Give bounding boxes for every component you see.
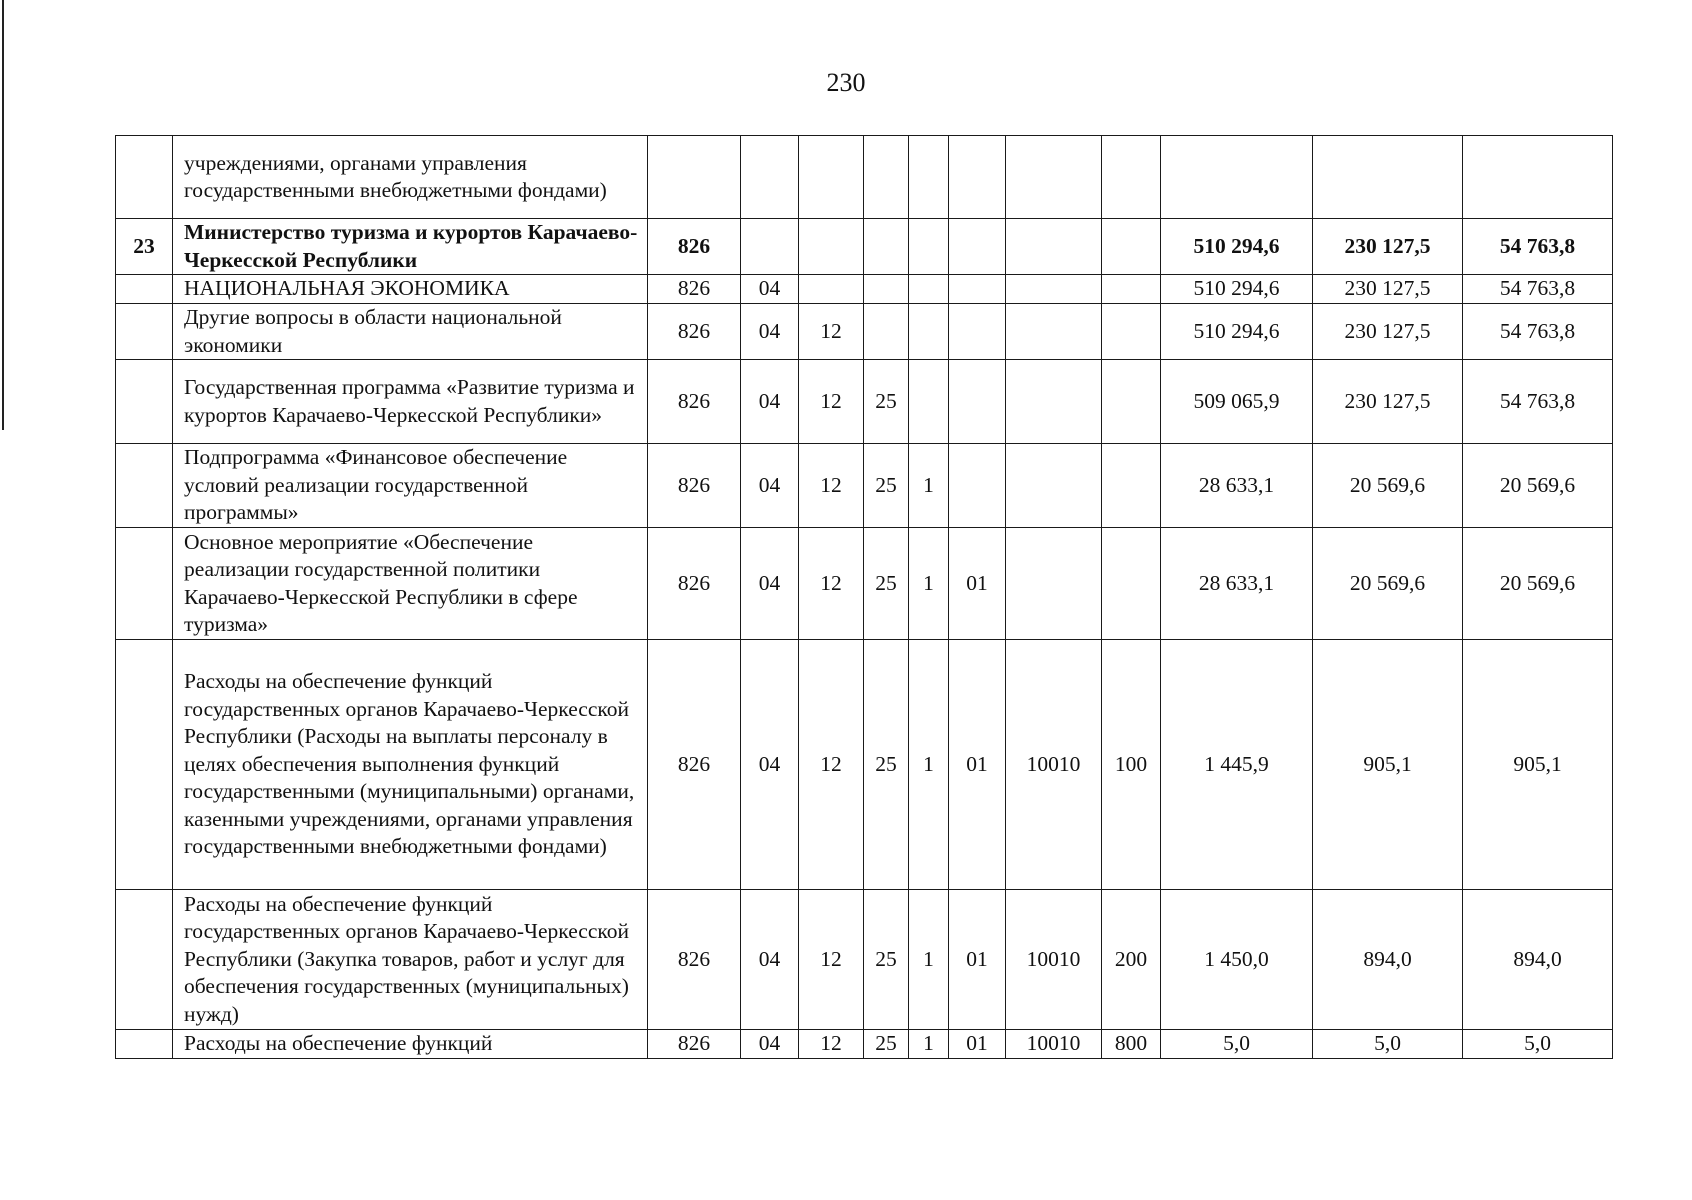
table-row bbox=[116, 890, 1613, 1030]
cell-amount-1: 1 445,9 bbox=[1161, 640, 1313, 890]
cell-name: Расходы на обеспечение функций bbox=[173, 1030, 648, 1059]
cell-number bbox=[116, 640, 173, 890]
cell-amount-2: 894,0 bbox=[1313, 890, 1463, 1030]
cell-amount-3: 54 763,8 bbox=[1463, 275, 1613, 304]
cell-direction bbox=[1006, 528, 1102, 640]
cell-main-activity bbox=[949, 304, 1006, 360]
cell-main-activity bbox=[949, 360, 1006, 444]
cell-grbs: 826 bbox=[648, 275, 741, 304]
cell-subprogram: 1 bbox=[909, 640, 949, 890]
cell-subprogram: 1 bbox=[909, 528, 949, 640]
cell-amount-1: 510 294,6 bbox=[1161, 304, 1313, 360]
table-row bbox=[116, 219, 1613, 275]
cell-amount-1: 509 065,9 bbox=[1161, 360, 1313, 444]
cell-grbs: 826 bbox=[648, 528, 741, 640]
page-number: 230 bbox=[826, 68, 866, 97]
cell-number bbox=[116, 1030, 173, 1059]
cell-amount-2: 230 127,5 bbox=[1313, 304, 1463, 360]
cell-program: 25 bbox=[864, 444, 909, 528]
cell-program: 25 bbox=[864, 640, 909, 890]
cell-amount-3: 54 763,8 bbox=[1463, 304, 1613, 360]
cell-amount-1: 28 633,1 bbox=[1161, 444, 1313, 528]
cell-name: Министерство туризма и курортов Карачаево-Черкесской Республики bbox=[173, 219, 648, 275]
cell-amount-1: 510 294,6 bbox=[1161, 219, 1313, 275]
cell-subsection bbox=[799, 275, 864, 304]
cell-grbs: 826 bbox=[648, 219, 741, 275]
cell-main-activity bbox=[949, 275, 1006, 304]
cell-name: НАЦИОНАЛЬНАЯ ЭКОНОМИКА bbox=[173, 275, 648, 304]
table-row bbox=[116, 136, 1613, 219]
cell-program bbox=[864, 219, 909, 275]
cell-grbs: 826 bbox=[648, 890, 741, 1030]
cell-section: 04 bbox=[741, 275, 799, 304]
cell-name: учреждениями, органами управления государственными внебюджетными фондами) bbox=[173, 136, 648, 219]
cell-name: Расходы на обеспечение функций государственных органов Карачаево-Черкесской Республики (Расходы на выплаты персоналу в целях обеспечения выполнения функций государственными (муниципальными) органами, казенными учреждениями, органами управления государственными внебюджетными фондами) bbox=[173, 640, 648, 890]
cell-section: 04 bbox=[741, 528, 799, 640]
cell-amount-2: 905,1 bbox=[1313, 640, 1463, 890]
cell-subsection: 12 bbox=[799, 890, 864, 1030]
cell-program bbox=[864, 136, 909, 219]
cell-subprogram bbox=[909, 136, 949, 219]
cell-amount-3: 905,1 bbox=[1463, 640, 1613, 890]
cell-amount-1: 28 633,1 bbox=[1161, 528, 1313, 640]
cell-main-activity bbox=[949, 444, 1006, 528]
cell-amount-3: 894,0 bbox=[1463, 890, 1613, 1030]
cell-section bbox=[741, 219, 799, 275]
cell-number bbox=[116, 444, 173, 528]
cell-name: Основное мероприятие «Обеспечение реализации государственной политики Карачаево-Черкесской Республики в сфере туризма» bbox=[173, 528, 648, 640]
cell-name: Другие вопросы в области национальной экономики bbox=[173, 304, 648, 360]
cell-expense-type bbox=[1102, 304, 1161, 360]
cell-expense-type: 800 bbox=[1102, 1030, 1161, 1059]
cell-subprogram: 1 bbox=[909, 1030, 949, 1059]
cell-subprogram bbox=[909, 304, 949, 360]
cell-subsection: 12 bbox=[799, 304, 864, 360]
cell-expense-type bbox=[1102, 219, 1161, 275]
cell-direction bbox=[1006, 219, 1102, 275]
cell-grbs bbox=[648, 136, 741, 219]
cell-main-activity: 01 bbox=[949, 528, 1006, 640]
cell-amount-3: 20 569,6 bbox=[1463, 444, 1613, 528]
cell-section bbox=[741, 136, 799, 219]
table-row bbox=[116, 304, 1613, 360]
cell-direction bbox=[1006, 444, 1102, 528]
cell-direction: 10010 bbox=[1006, 640, 1102, 890]
cell-expense-type bbox=[1102, 275, 1161, 304]
cell-program: 25 bbox=[864, 1030, 909, 1059]
cell-program bbox=[864, 275, 909, 304]
cell-expense-type bbox=[1102, 136, 1161, 219]
cell-main-activity: 01 bbox=[949, 890, 1006, 1030]
cell-main-activity bbox=[949, 136, 1006, 219]
cell-direction: 10010 bbox=[1006, 890, 1102, 1030]
cell-expense-type: 200 bbox=[1102, 890, 1161, 1030]
cell-direction bbox=[1006, 304, 1102, 360]
table-row bbox=[116, 528, 1613, 640]
cell-section: 04 bbox=[741, 360, 799, 444]
cell-main-activity bbox=[949, 219, 1006, 275]
cell-program: 25 bbox=[864, 360, 909, 444]
cell-amount-1: 1 450,0 bbox=[1161, 890, 1313, 1030]
table-row bbox=[116, 275, 1613, 304]
cell-subsection bbox=[799, 136, 864, 219]
cell-amount-2: 230 127,5 bbox=[1313, 275, 1463, 304]
cell-grbs: 826 bbox=[648, 304, 741, 360]
cell-expense-type bbox=[1102, 360, 1161, 444]
cell-subprogram bbox=[909, 360, 949, 444]
table-row bbox=[116, 360, 1613, 444]
cell-amount-3: 5,0 bbox=[1463, 1030, 1613, 1059]
cell-subprogram bbox=[909, 275, 949, 304]
cell-subsection: 12 bbox=[799, 640, 864, 890]
cell-number bbox=[116, 136, 173, 219]
cell-grbs: 826 bbox=[648, 360, 741, 444]
scan-edge-line bbox=[2, 0, 4, 430]
cell-subsection: 12 bbox=[799, 528, 864, 640]
cell-amount-3: 20 569,6 bbox=[1463, 528, 1613, 640]
cell-grbs: 826 bbox=[648, 1030, 741, 1059]
cell-amount-2: 230 127,5 bbox=[1313, 360, 1463, 444]
cell-section: 04 bbox=[741, 304, 799, 360]
cell-section: 04 bbox=[741, 640, 799, 890]
cell-amount-3 bbox=[1463, 136, 1613, 219]
cell-subprogram: 1 bbox=[909, 890, 949, 1030]
cell-expense-type: 100 bbox=[1102, 640, 1161, 890]
cell-amount-1: 5,0 bbox=[1161, 1030, 1313, 1059]
cell-amount-3: 54 763,8 bbox=[1463, 219, 1613, 275]
cell-subsection: 12 bbox=[799, 360, 864, 444]
cell-expense-type bbox=[1102, 444, 1161, 528]
cell-main-activity: 01 bbox=[949, 640, 1006, 890]
cell-number bbox=[116, 360, 173, 444]
cell-program bbox=[864, 304, 909, 360]
cell-subsection: 12 bbox=[799, 1030, 864, 1059]
cell-subprogram bbox=[909, 219, 949, 275]
cell-number bbox=[116, 890, 173, 1030]
cell-subsection bbox=[799, 219, 864, 275]
cell-grbs: 826 bbox=[648, 640, 741, 890]
cell-direction: 10010 bbox=[1006, 1030, 1102, 1059]
cell-amount-3: 54 763,8 bbox=[1463, 360, 1613, 444]
cell-amount-2: 230 127,5 bbox=[1313, 219, 1463, 275]
cell-subprogram: 1 bbox=[909, 444, 949, 528]
cell-amount-1: 510 294,6 bbox=[1161, 275, 1313, 304]
cell-expense-type bbox=[1102, 528, 1161, 640]
cell-direction bbox=[1006, 360, 1102, 444]
cell-direction bbox=[1006, 275, 1102, 304]
table-row bbox=[116, 444, 1613, 528]
cell-name: Государственная программа «Развитие туризма и курортов Карачаево-Черкесской Республики» bbox=[173, 360, 648, 444]
cell-section: 04 bbox=[741, 890, 799, 1030]
cell-number: 23 bbox=[116, 219, 173, 275]
cell-program: 25 bbox=[864, 890, 909, 1030]
cell-section: 04 bbox=[741, 1030, 799, 1059]
table-row bbox=[116, 1030, 1613, 1059]
cell-name: Подпрограмма «Финансовое обеспечение условий реализации государственной программы» bbox=[173, 444, 648, 528]
budget-table bbox=[115, 135, 1613, 1059]
cell-number bbox=[116, 304, 173, 360]
cell-direction bbox=[1006, 136, 1102, 219]
cell-amount-2: 20 569,6 bbox=[1313, 528, 1463, 640]
cell-name: Расходы на обеспечение функций государственных органов Карачаево-Черкесской Республики (Закупка товаров, работ и услуг для обеспечения государственных (муниципальных) нужд) bbox=[173, 890, 648, 1030]
cell-amount-2 bbox=[1313, 136, 1463, 219]
cell-main-activity: 01 bbox=[949, 1030, 1006, 1059]
cell-subsection: 12 bbox=[799, 444, 864, 528]
cell-program: 25 bbox=[864, 528, 909, 640]
cell-section: 04 bbox=[741, 444, 799, 528]
cell-amount-1 bbox=[1161, 136, 1313, 219]
cell-amount-2: 5,0 bbox=[1313, 1030, 1463, 1059]
table-row bbox=[116, 640, 1613, 890]
cell-number bbox=[116, 528, 173, 640]
cell-grbs: 826 bbox=[648, 444, 741, 528]
cell-number bbox=[116, 275, 173, 304]
cell-amount-2: 20 569,6 bbox=[1313, 444, 1463, 528]
